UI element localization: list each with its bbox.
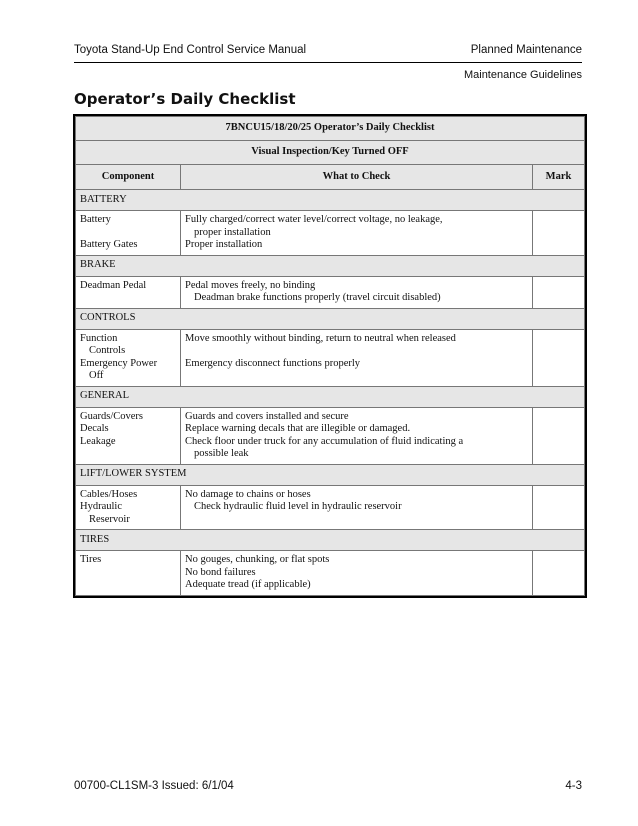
section-battery: BATTERY <box>76 190 585 211</box>
component-cell: Deadman Pedal <box>76 276 181 308</box>
check-cell: No gouges, chunking, or flat spots No bond failures Adequate tread (if applicable) <box>181 551 533 596</box>
component-cell: Function Controls Emergency Power Off <box>76 329 181 386</box>
check-cell: Pedal moves freely, no binding Deadman brake functions properly (travel circuit disabled) <box>181 276 533 308</box>
section-lift-lower-system: LIFT/LOWER SYSTEM <box>76 464 585 485</box>
checklist-table <box>73 114 587 598</box>
table-row <box>76 485 585 530</box>
mark-cell[interactable] <box>533 211 585 256</box>
page-number: 4-3 <box>565 780 582 792</box>
mark-cell[interactable] <box>533 485 585 530</box>
component-cell: Cables/Hoses Hydraulic Reservoir <box>76 485 181 530</box>
table-row <box>76 276 585 308</box>
section-tires: TIRES <box>76 530 585 551</box>
mark-cell[interactable] <box>533 276 585 308</box>
page-title: Operator’s Daily Checklist <box>74 90 296 108</box>
section-title: Planned Maintenance <box>470 44 582 56</box>
column-header-what-to-check: What to Check <box>181 165 533 190</box>
mark-cell[interactable] <box>533 407 585 464</box>
check-cell: No damage to chains or hoses Check hydraulic fluid level in hydraulic reservoir <box>181 485 533 530</box>
table-title: 7BNCU15/18/20/25 Operator’s Daily Checklist <box>76 117 585 141</box>
subsection-title: Maintenance Guidelines <box>463 69 582 81</box>
component-cell: Tires <box>76 551 181 596</box>
check-cell: Fully charged/correct water level/correct voltage, no leakage, proper installation Proper installation <box>181 211 533 256</box>
table-row <box>76 407 585 464</box>
check-cell: Move smoothly without binding, return to neutral when released Emergency disconnect functions properly <box>181 329 533 386</box>
mark-cell[interactable] <box>533 551 585 596</box>
column-header-mark: Mark <box>533 165 585 190</box>
manual-title: Toyota Stand-Up End Control Service Manual <box>74 44 307 56</box>
section-brake: BRAKE <box>76 255 585 276</box>
mark-cell[interactable] <box>533 329 585 386</box>
section-controls: CONTROLS <box>76 308 585 329</box>
header-rule <box>74 62 582 63</box>
table-row <box>76 551 585 596</box>
component-cell: Battery Battery Gates <box>76 211 181 256</box>
column-header-component: Component <box>76 165 181 190</box>
check-cell: Guards and covers installed and secure Replace warning decals that are illegible or damaged. Check floor under truck for any accumulation of fluid indicating a possible leak <box>181 407 533 464</box>
table-row <box>76 211 585 256</box>
component-cell: Guards/Covers Decals Leakage <box>76 407 181 464</box>
table-row <box>76 329 585 386</box>
table-subtitle: Visual Inspection/Key Turned OFF <box>76 141 585 165</box>
section-general: GENERAL <box>76 386 585 407</box>
document-id: 00700-CL1SM-3 Issued: 6/1/04 <box>74 780 234 792</box>
